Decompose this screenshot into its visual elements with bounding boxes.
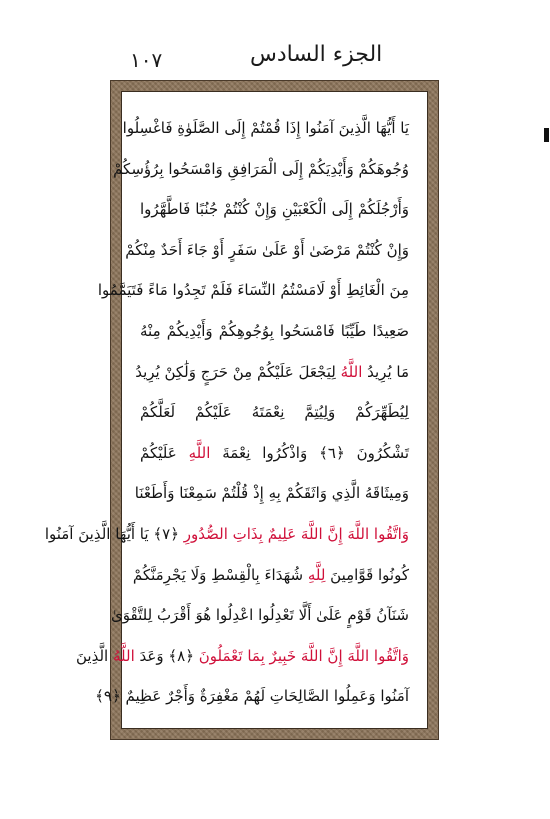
- text-panel: [44, 91, 428, 729]
- verse-line: [135, 356, 409, 388]
- verse-text: يَا أَيُّهَا الَّذِينَ آمَنُوا إِذَا قُمْتُمْ إِلَى الصَّلَوٰةِ فَاغْسِلُوا: [122, 119, 409, 137]
- juz-title: الجزء السادس: [250, 42, 383, 67]
- verse-text: تَشْكُرُونَ ﴿٦﴾ وَاذْكُرُوا نِعْمَةَ: [210, 443, 409, 462]
- page-header: [110, 38, 440, 72]
- verse-text: ﴿٧﴾ يَا أَيُّهَا الَّذِينَ آمَنُوا: [44, 525, 184, 543]
- highlighted-text: اللَّهُ: [340, 362, 363, 381]
- verse-text: آمَنُوا وَعَمِلُوا الصَّالِحَاتِ لَهُمْ مَغْفِرَةٌ وَأَجْرٌ عَظِيمٌ ﴿٩﴾: [95, 687, 409, 706]
- verse-text: وَأَرْجُلَكُمْ إِلَى الْكَعْبَيْنِ وَإِنْ كُنْتُمْ جُنُبًا فَاطَّهَّرُوا: [140, 200, 409, 219]
- decorative-frame: [44, 80, 439, 740]
- verse-text: عَلَيْكُمْ: [140, 443, 189, 462]
- highlighted-text: وَاتَّقُوا اللَّهَ إِنَّ اللَّهَ خَبِيرٌ بِمَا تَعْمَلُونَ: [198, 646, 409, 665]
- verse-text: شُهَدَاءَ بِالْقِسْطِ وَلَا يَجْرِمَنَّكُمْ: [132, 565, 308, 584]
- verse-line: [76, 640, 409, 672]
- verse-text: صَعِيدًا طَيِّبًا فَامْسَحُوا بِوُجُوهِكُمْ وَأَيْدِيكُمْ مِنْهُ: [140, 322, 409, 340]
- verse-text: وَمِيثَاقَهُ الَّذِي وَاثَقَكُمْ بِهِ إِذْ قُلْتُمْ سَمِعْنَا وَأَطَعْنَا: [134, 484, 409, 503]
- verse-line: [140, 315, 409, 347]
- verse-line: [44, 518, 409, 550]
- verse-text: لِيَجْعَلَ عَلَيْكُمْ مِنْ حَرَجٍ وَلَٰكِنْ يُرِيدُ: [135, 362, 341, 381]
- verse-line: [134, 477, 409, 509]
- page-number: ١٠٧: [130, 48, 163, 72]
- verse-text: شَنَآنُ قَوْمٍ عَلَىٰ أَلَّا تَعْدِلُوا اعْدِلُوا هُوَ أَقْرَبُ لِلتَّقْوَىٰ: [111, 606, 409, 625]
- verse-text: وَإِنْ كُنْتُمْ مَرْضَىٰ أَوْ عَلَىٰ سَفَرٍ أَوْ جَاءَ أَحَدٌ مِنْكُمْ: [125, 240, 409, 259]
- verse-line: [95, 680, 409, 712]
- verse-line: [122, 112, 409, 144]
- verse-line: [140, 437, 409, 469]
- verse-text: وُجُوهَكُمْ وَأَيْدِيَكُمْ إِلَى الْمَرَافِقِ وَامْسَحُوا بِرُؤُسِكُمْ: [113, 159, 409, 178]
- verse-line: [140, 396, 409, 428]
- verse-text: الَّذِينَ: [76, 646, 113, 665]
- verse-line: [132, 559, 409, 591]
- verse-line: [113, 153, 409, 185]
- margin-mark: [544, 128, 549, 142]
- verse-line: [111, 599, 409, 631]
- highlighted-text: وَاتَّقُوا اللَّهَ إِنَّ اللَّهَ عَلِيمٌ بِذَاتِ الصُّدُورِ: [183, 525, 409, 543]
- verse-text: كُونُوا قَوَّامِينَ: [325, 565, 409, 584]
- verse-text: لِيُطَهِّرَكُمْ وَلِيُتِمَّ نِعْمَتَهُ عَلَيْكُمْ لَعَلَّكُمْ: [140, 403, 409, 422]
- verse-line: [97, 274, 409, 306]
- highlighted-text: لِلَّهِ: [307, 565, 326, 584]
- highlighted-text: اللَّهُ: [113, 646, 135, 665]
- verse-text-area: [44, 112, 409, 710]
- verse-text: مَا يُرِيدُ: [362, 362, 409, 381]
- verse-line: [140, 193, 409, 225]
- verse-line: [125, 234, 409, 266]
- highlighted-text: اللَّهِ: [188, 443, 211, 462]
- verse-text: مِنَ الْغَائِطِ أَوْ لَامَسْتُمُ النِّسَاءَ فَلَمْ تَجِدُوا مَاءً فَتَيَمَّمُوا: [97, 281, 409, 300]
- verse-text: ﴿٨﴾ وَعَدَ: [134, 646, 199, 665]
